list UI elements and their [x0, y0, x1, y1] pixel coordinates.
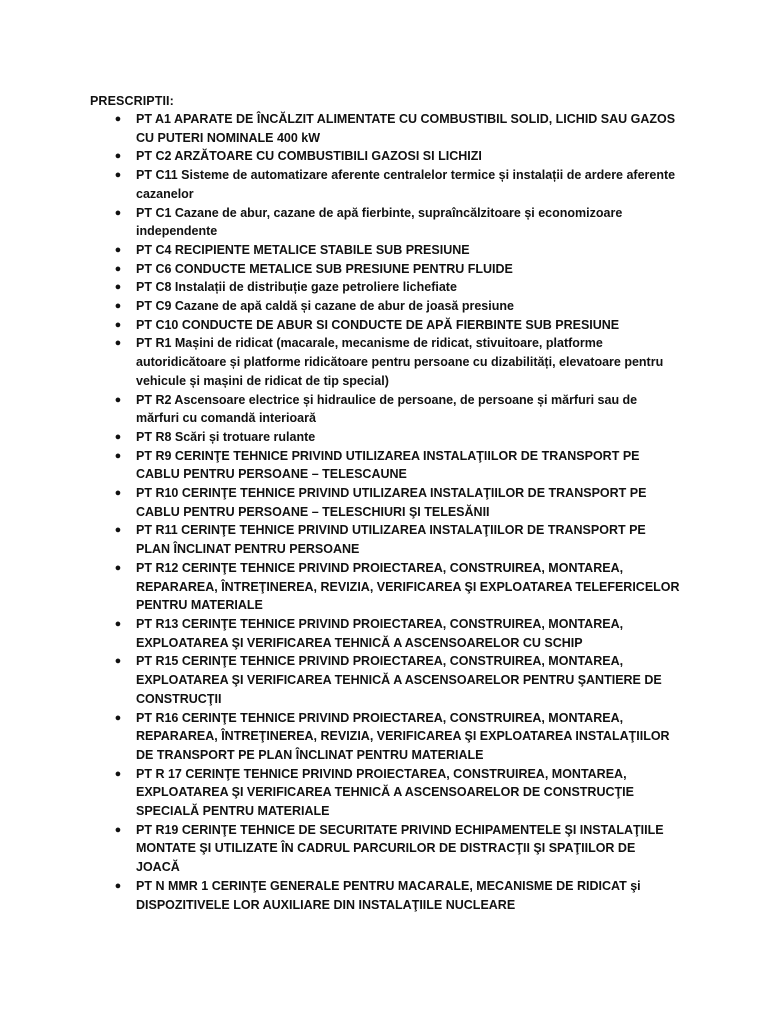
bullet-icon: ●: [114, 823, 122, 836]
list-item-text: PT C8 Instalații de distribuție gaze petroliere lichefiate: [136, 280, 457, 295]
list-item: [0, 297, 768, 316]
list-item-text: PT R1 Mașini de ridicat (macarale, mecanisme de ridicat, stivuitoare, platforme autoridicătoare și platforme ridicătoare pentru persoane cu dizabilități, elevatoare pentru vehicule și mașini de ridicat de tip special): [136, 336, 664, 388]
list-item: [0, 709, 768, 765]
list-item-text: PT C4 RECIPIENTE METALICE STABILE SUB PRESIUNE: [136, 242, 470, 257]
bullet-icon: ●: [114, 767, 122, 780]
list-item-text: PT R10 CERINŢE TEHNICE PRIVIND UTILIZAREA INSTALAŢIILOR DE TRANSPORT PE CABLU PENTRU PERSOANE – TELESCHIURI ŞI TELESĂNII: [136, 486, 647, 519]
bullet-icon: ●: [114, 113, 122, 125]
list-item: [0, 428, 768, 447]
list-item: [0, 316, 768, 335]
bullet-icon: ●: [114, 243, 122, 256]
list-item: [0, 877, 768, 914]
bullet-icon: ●: [114, 449, 122, 462]
list-item-text: PT A1 APARATE DE ÎNCĂLZIT ALIMENTATE CU COMBUSTIBIL SOLID, LICHID SAU GAZOS CU PUTERI NOMINALE 400 kW: [136, 112, 676, 145]
list-item-text: PT C11 Sisteme de automatizare aferente centralelor termice și instalații de ardere aferente cazanelor: [136, 168, 676, 201]
list-item-text: PT R 17 CERINŢE TEHNICE PRIVIND PROIECTAREA, CONSTRUIREA, MONTAREA, EXPLOATAREA ŞI VERIFICAREA TEHNICĂ A ASCENSOARELOR DE CONSTRUCŢIE SPECIALĂ PENTRU MATERIALE: [136, 766, 634, 819]
list-item-text: PT R13 CERINŢE TEHNICE PRIVIND PROIECTAREA, CONSTRUIREA, MONTAREA, EXPLOATAREA ŞI VERIFICAREA TEHNICĂ A ASCENSOARELOR CU SCHIP: [136, 616, 624, 650]
bullet-icon: ●: [114, 617, 122, 630]
list-item-text: PT R19 CERINŢE TEHNICE DE SECURITATE PRIVIND ECHIPAMENTELE ŞI INSTALAŢIILE MONTATE ŞI UTILIZATE ÎN CADRUL PARCURILOR DE DISTRACŢII ŞI SPAŢIILOR DE JOACĂ: [136, 822, 664, 875]
list-item-text: PT R16 CERINŢE TEHNICE PRIVIND PROIECTAREA, CONSTRUIREA, MONTAREA, REPARAREA, ÎNTREŢINEREA, REVIZIA, VERIFICAREA ŞI EXPLOATAREA INSTALAŢIILOR DE TRANSPORT PE PLAN ÎNCLINAT PENTRU MATERIALE: [136, 710, 670, 762]
prescriptions-list: [0, 110, 768, 914]
bullet-icon: ●: [114, 524, 122, 537]
list-item: [0, 821, 768, 877]
list-item-text: PT C2 ARZĂTOARE CU COMBUSTIBILI GAZOSI SI LICHIZI: [136, 149, 482, 164]
list-item: [0, 334, 768, 390]
document-heading: PRESCRIPTII:: [90, 94, 174, 108]
bullet-icon: ●: [114, 711, 122, 724]
bullet-icon: ●: [114, 337, 122, 350]
list-item-text: PT R11 CERINŢE TEHNICE PRIVIND UTILIZAREA INSTALAŢIILOR DE TRANSPORT PE PLAN ÎNCLINAT PENTRU PERSOANE: [136, 523, 646, 557]
list-item: [0, 484, 768, 521]
list-item-text: PT R15 CERINŢE TEHNICE PRIVIND PROIECTAREA, CONSTRUIREA, MONTAREA, EXPLOATAREA ŞI VERIFICAREA TEHNICĂ A ASCENSOARELOR PENTRU ŞANTIERE DE CONSTRUCŢII: [136, 654, 662, 706]
list-item-text: PT R8 Scări și trotuare rulante: [136, 429, 316, 444]
bullet-icon: ●: [114, 393, 122, 406]
bullet-icon: ●: [114, 879, 122, 892]
bullet-icon: ●: [114, 318, 122, 331]
bullet-icon: ●: [114, 561, 122, 574]
list-item: [0, 204, 768, 241]
list-item: [0, 615, 768, 652]
list-item: [0, 241, 768, 260]
list-item: [0, 559, 768, 615]
list-item: [0, 147, 768, 166]
list-item: [0, 110, 768, 147]
list-item-text: PT R9 CERINŢE TEHNICE PRIVIND UTILIZAREA INSTALAŢIILOR DE TRANSPORT PE CABLU PENTRU PERSOANE – TELESCAUNE: [136, 448, 640, 482]
list-item-text: PT N MMR 1 CERINŢE GENERALE PENTRU MACARALE, MECANISME DE RIDICAT şi DISPOZITIVELE LOR AUXILIARE DIN INSTALAŢIILE NUCLEARE: [136, 878, 641, 912]
list-item: [0, 260, 768, 279]
list-item: [0, 447, 768, 484]
bullet-icon: ●: [114, 430, 122, 443]
list-item-text: PT R12 CERINŢE TEHNICE PRIVIND PROIECTAREA, CONSTRUIREA, MONTAREA, REPARAREA, ÎNTREŢINEREA, REVIZIA, VERIFICAREA ŞI EXPLOATAREA TELEFERICELOR PENTRU MATERIALE: [136, 560, 680, 613]
bullet-icon: ●: [114, 655, 122, 668]
bullet-icon: ●: [114, 262, 122, 275]
list-item: [0, 278, 768, 297]
list-item: [0, 652, 768, 708]
bullet-icon: ●: [114, 206, 122, 219]
bullet-icon: ●: [114, 300, 122, 313]
list-item: [0, 391, 768, 428]
list-item: [0, 166, 768, 203]
bullet-icon: ●: [114, 281, 122, 294]
list-item: [0, 521, 768, 558]
bullet-icon: ●: [114, 169, 122, 182]
list-item: [0, 765, 768, 821]
bullet-icon: ●: [114, 150, 122, 163]
bullet-icon: ●: [114, 487, 122, 500]
list-item-text: PT C9 Cazane de apă caldă și cazane de abur de joasă presiune: [136, 299, 514, 314]
list-item-text: PT R2 Ascensoare electrice și hidraulice de persoane, de persoane și mărfuri sau de mărfuri cu comandă interioară: [136, 392, 638, 426]
list-item-text: PT C1 Cazane de abur, cazane de apă fierbinte, supraîncălzitoare și economizoare independente: [136, 205, 623, 239]
list-item-text: PT C6 CONDUCTE METALICE SUB PRESIUNE PENTRU FLUIDE: [136, 261, 513, 276]
list-item-text: PT C10 CONDUCTE DE ABUR SI CONDUCTE DE APĂ FIERBINTE SUB PRESIUNE: [136, 317, 620, 332]
